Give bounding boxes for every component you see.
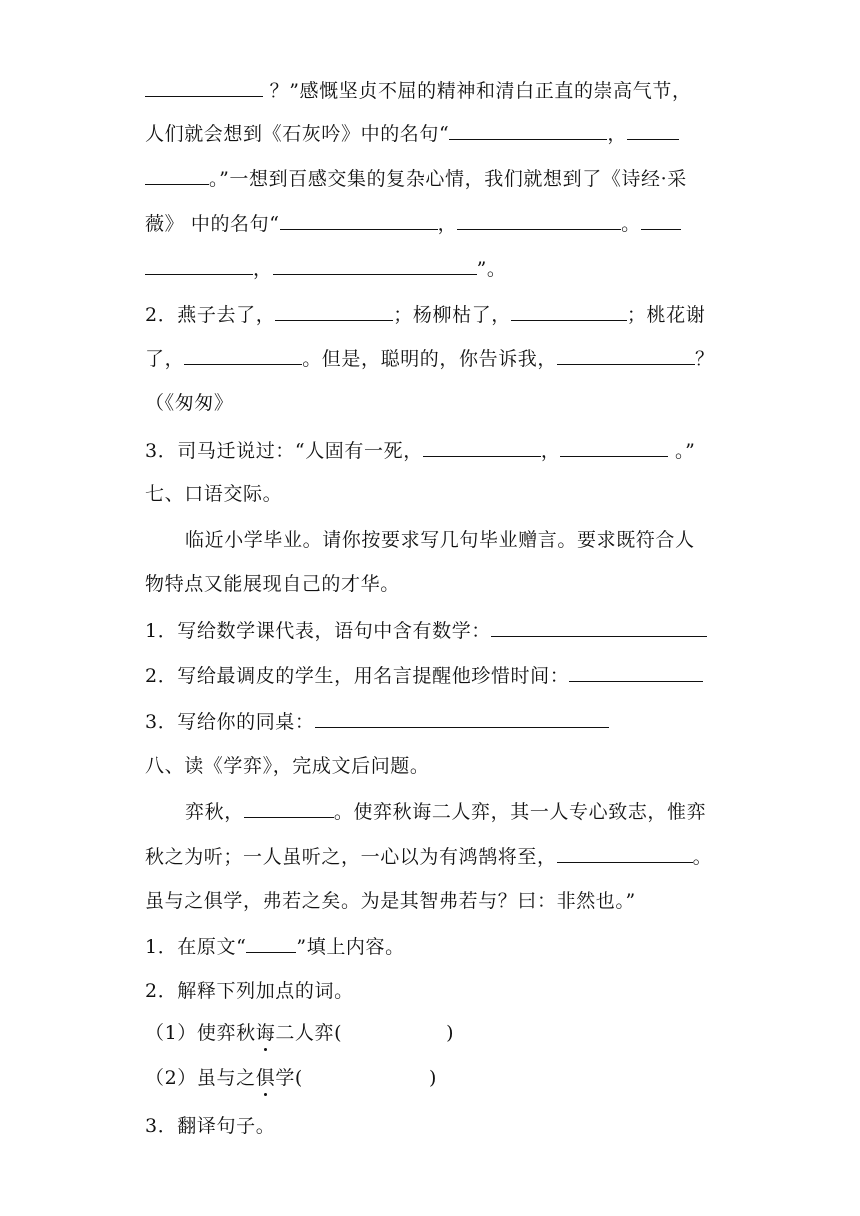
q6-line5: [145, 255, 507, 282]
passage-prefix: 弈秋，: [185, 801, 244, 823]
q1-end: ”填上内容。: [296, 936, 405, 958]
q6-line4-text: 薇》 中的名句“: [145, 213, 280, 235]
answer-blank[interactable]: [246, 933, 296, 953]
q2-2-prefix: （2）虽与之: [145, 1067, 256, 1089]
passage-prefix: 秋之为听；一人虽听之，一心以为有鸿鹄将至，: [145, 846, 557, 868]
section7-intro-line1: 临近小学毕业。请你按要求写几句毕业赠言。要求既符合人: [185, 529, 695, 551]
answer-blank[interactable]: [275, 301, 393, 321]
comma: ，: [253, 258, 273, 280]
answer-blank[interactable]: [557, 345, 695, 365]
q6-line1: [145, 77, 692, 104]
answer-blank[interactable]: [641, 210, 681, 230]
period: 。: [692, 846, 713, 868]
item3-prefix: 3．司马迁说过：“人固有一死，: [145, 440, 423, 462]
comma: ，: [607, 123, 627, 145]
section8-passage-line2: [145, 843, 712, 870]
answer-blank[interactable]: [423, 437, 541, 457]
answer-blank[interactable]: [569, 662, 703, 682]
comma: ，: [437, 213, 458, 235]
paren-open: (: [334, 1022, 343, 1044]
section7-heading: 七、口语交际。: [145, 483, 283, 505]
answer-blank[interactable]: [457, 210, 621, 230]
answer-blank[interactable]: [511, 301, 627, 321]
q6-line4: [145, 210, 681, 237]
source-text: （《匆匆》: [145, 392, 234, 414]
section8-heading: 八、读《学弈》，完成文后问题。: [145, 755, 430, 777]
section8-q2: 2．解释下列加点的词。: [145, 980, 354, 1002]
q6-line3-text: 。”一想到百感交集的复杂心情，我们就想到了《诗经·采: [209, 168, 687, 190]
item2-mid1: ；杨柳枯了，: [393, 304, 511, 326]
q6-line2-text: 人们就会想到《石灰吟》中的名句“: [145, 123, 450, 145]
section7-q1: [145, 617, 707, 644]
paren-open: (: [294, 1067, 303, 1089]
section8-passage-line3: 虽与之俱学，弗若之矣。为是其智弗若与？曰：非然也。”: [145, 890, 636, 912]
q2-1-prefix: （1）使弈秋: [145, 1022, 256, 1044]
quote-end: ”。: [476, 258, 507, 280]
passage-rest: 。使弈秋诲二人弈，其一人专心致志，惟弈: [333, 801, 707, 823]
q3-text: 3．写给你的同桌：: [145, 711, 315, 733]
q6-item3: [145, 437, 695, 464]
q6-item2-line1: [145, 301, 705, 328]
answer-blank[interactable]: [184, 345, 302, 365]
dotted-word: 诲: [255, 1022, 276, 1044]
item2b-prefix: 了，: [145, 348, 185, 370]
period: 。: [621, 213, 641, 235]
item3-end: 。”: [668, 440, 696, 462]
answer-blank[interactable]: [315, 708, 609, 728]
answer-blank[interactable]: [491, 617, 707, 637]
paren-close: ): [446, 1022, 455, 1044]
answer-blank[interactable]: [627, 120, 679, 140]
answer-blank[interactable]: [244, 798, 334, 818]
section7-q2: [145, 662, 703, 689]
q6-line1-text: ？”感慨坚贞不屈的精神和清白正直的崇高气节，: [263, 80, 692, 102]
q2-1-rest: 二人弈: [275, 1022, 335, 1044]
section8-q1: [145, 933, 405, 960]
answer-blank[interactable]: [560, 437, 668, 457]
q2-2-rest: 学: [275, 1067, 295, 1089]
answer-blank[interactable]: [280, 210, 438, 230]
item2b-end: ？: [695, 348, 715, 370]
answer-blank[interactable]: [145, 255, 253, 275]
section8-q2-1: [145, 1020, 454, 1046]
q2-text: 2．写给最调皮的学生，用名言提醒他珍惜时间：: [145, 665, 570, 687]
item2-source: [145, 390, 234, 416]
section7-intro-line2: 物特点又能展现自己的才华。: [145, 573, 400, 595]
section8-q2-2: [145, 1065, 437, 1091]
item2-mid2: ；桃花谢: [626, 304, 706, 326]
section8-passage-line1: [185, 798, 706, 825]
item2-prefix: 2．燕子去了，: [145, 304, 276, 326]
item2b-mid: 。但是，聪明的，你告诉我，: [302, 348, 558, 370]
q6-line3: [145, 165, 687, 192]
answer-blank[interactable]: [449, 120, 607, 140]
answer-blank[interactable]: [273, 255, 477, 275]
section8-q3: 3．翻译句子。: [145, 1115, 276, 1137]
paren-close: ): [428, 1067, 437, 1089]
comma: ，: [540, 440, 561, 462]
q6-line2: [145, 120, 679, 147]
dotted-word: 俱: [255, 1067, 276, 1089]
q6-item2-line2: [145, 345, 715, 372]
answer-blank[interactable]: [557, 843, 693, 863]
q1-prefix: 1．在原文“: [145, 936, 247, 958]
q1-text: 1．写给数学课代表，语句中含有数学：: [145, 620, 491, 642]
answer-blank[interactable]: [145, 165, 209, 185]
section7-q3: [145, 708, 609, 735]
answer-blank[interactable]: [145, 77, 263, 97]
